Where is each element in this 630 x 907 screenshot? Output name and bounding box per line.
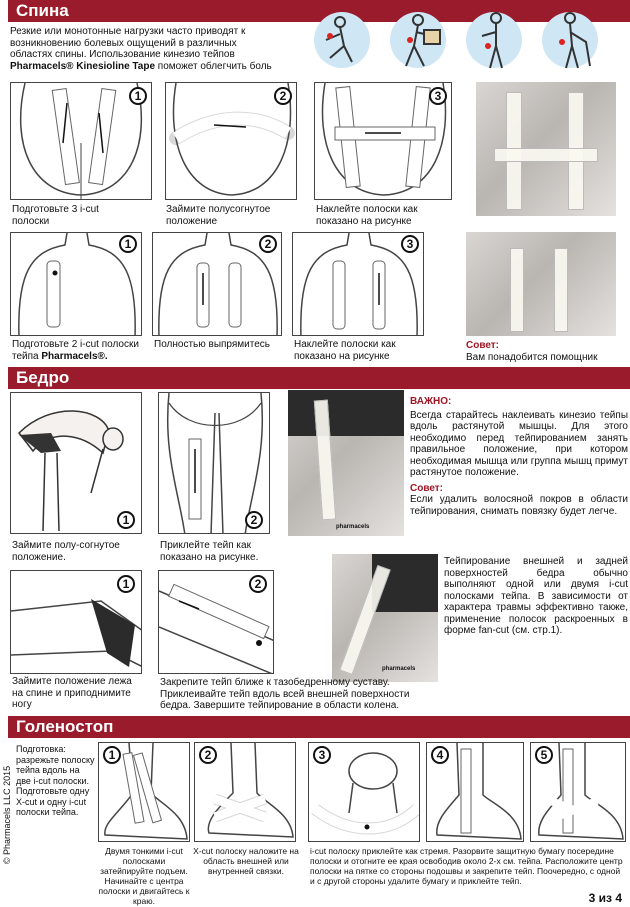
intro-line: Pharmacels® Kinesioline Tape поможет облегчить боль <box>10 60 272 72</box>
step-caption: Подготовьте 3 i-cut полоски <box>12 204 99 227</box>
step-caption: Полностью выпрямитесь <box>154 339 270 350</box>
step-number: 1 <box>129 87 147 105</box>
step-number: 2 <box>245 511 263 529</box>
back-step-panel <box>314 82 452 200</box>
upper-back-step-panel <box>292 232 424 336</box>
section-header-ankle <box>8 716 630 738</box>
tape-strip <box>554 248 568 332</box>
step-number: 2 <box>199 746 217 764</box>
step-number: 5 <box>535 746 553 764</box>
thigh-step-panel <box>158 570 274 674</box>
brand-logo: pharmacels <box>336 524 370 530</box>
activity-icons <box>310 6 620 78</box>
step-number: 3 <box>313 746 331 764</box>
thigh-side-photo <box>332 554 438 682</box>
important-text: Всегда старайтесь наклеивать кинезио тейпы вдоль растянутой мышцы. Для этого необходимо перед тейпированием занять правильное положение, при котором необходимая мышца или группа мышц примут растянутое положение. <box>410 409 628 478</box>
ankle-prep <box>16 744 96 818</box>
tape-strip <box>494 148 598 162</box>
step-caption: Займите полу-согнутое положение. <box>12 540 120 563</box>
section-title: Бедро <box>16 368 70 387</box>
tip-label: Совет: <box>466 340 500 351</box>
step-number: 1 <box>117 511 135 529</box>
intro-line: Резкие или монотонные нагрузки часто приводят к <box>10 26 246 37</box>
step-caption: Подготовьте 2 i-cut полоски тейпа Pharmacels®. <box>12 339 139 362</box>
upper-back-step-panel <box>10 232 142 336</box>
thigh-step-panel <box>158 392 270 534</box>
tip-text: Вам понадобится помощник <box>466 351 598 363</box>
upper-back-step-panel <box>152 232 282 336</box>
page-number: 3 из 4 <box>588 891 622 905</box>
thigh-photo <box>288 390 404 536</box>
back-tip <box>466 340 597 363</box>
step-number: 2 <box>259 235 277 253</box>
shorts <box>288 390 404 436</box>
step-number: 1 <box>119 235 137 253</box>
section-title: Спина <box>16 1 69 20</box>
back-step-panel <box>165 82 297 200</box>
tape-strip <box>510 248 524 332</box>
step-caption: Займите положение лежа на спине и приподнимите ногу <box>12 676 132 710</box>
copyright-wrapper <box>2 742 12 892</box>
step-caption: Закрепите тейп ближе к тазобедренному суставу. Приклеивайте тейп вдоль всей внешней поверхности бедра. Завершите тейпирование в области колена. <box>160 677 410 711</box>
ankle-step-panel <box>426 742 524 842</box>
ankle-step-panel <box>98 742 190 842</box>
step-caption: Приклейте тейп как показано на рисунке. <box>160 540 259 563</box>
intro-line: областях спины. Использование кинезио тейпов <box>10 49 235 60</box>
ankle-step-panel <box>308 742 420 842</box>
intro-line: возникновению болевых ощущений в различных <box>10 37 237 49</box>
step-number: 3 <box>401 235 419 253</box>
thigh-side-text: Тейпирование внешней и задней поверхностей бедра обычно выполняют одной или двумя i-cut полосками тейпа. В зависимости от характера травмы эффективно также, применение полосок раскроенных в форме fan-cut (см. стр.1). <box>444 556 628 636</box>
step-number: 2 <box>249 575 267 593</box>
tip-text: Если удалить волосяной покров в области тейпирования, снимать повязку будет легче. <box>410 494 628 517</box>
step-caption: i-cut полоску приклейте как стремя. Разорвите защитную бумагу посередине полоски и отогните ее края освободив около 2-х см. тейпа. Расположите центр полоски на пятке со стороны подошвы и закрепите тейп. Поочередно, с одной и с другой стороны удалите бумагу и приклейте тейп. <box>310 846 623 886</box>
brand-logo: pharmacels <box>382 666 416 672</box>
prep-text: разрежьте полоску тейпа вдоль на две i-cut полоски. Подготовьте одну X-cut и одну i-cut полоски тейпа. <box>16 754 95 817</box>
step-number: 1 <box>103 746 121 764</box>
step-caption: Наклейте полоски как показано на рисунке <box>294 339 396 362</box>
prep-label: Подготовка: <box>16 744 66 754</box>
tip-label: Совет: <box>410 482 444 494</box>
step-caption: Займите полусогнутое положение <box>166 204 271 227</box>
upper-back-photo <box>466 232 616 336</box>
back-intro <box>10 26 310 72</box>
step-caption: Двумя тонкими i-cut полосками затейпируйте подъем. Начинайте с центра полоски и двигайтесь к краю. <box>98 846 190 906</box>
back-step-panel <box>10 82 152 200</box>
ankle-step-panel <box>194 742 296 842</box>
thigh-important-block <box>410 396 628 517</box>
thigh-step-panel <box>10 392 142 534</box>
step-number: 2 <box>274 87 292 105</box>
brand-name: Pharmacels® Kinesioline Tape <box>10 60 156 72</box>
brand-name: Pharmacels®. <box>41 350 108 362</box>
tape-strip <box>339 565 390 675</box>
step-caption: X-cut полоску наложите на область внешней или внутренней связки. <box>193 846 299 876</box>
step-number: 4 <box>431 746 449 764</box>
ankle-step-panel <box>530 742 626 842</box>
thigh-step-panel <box>10 570 142 674</box>
copyright: © Pharmacels LLC 2015 <box>2 765 12 865</box>
back-photo <box>476 82 616 216</box>
step-caption: Наклейте полоски как показано на рисунке <box>316 204 418 227</box>
section-title: Голеностоп <box>16 717 114 736</box>
section-header-thigh <box>8 367 630 389</box>
important-label: ВАЖНО: <box>410 396 452 407</box>
activity-figures-illustration <box>310 6 620 78</box>
step-number: 1 <box>117 575 135 593</box>
step-number: 3 <box>429 87 447 105</box>
